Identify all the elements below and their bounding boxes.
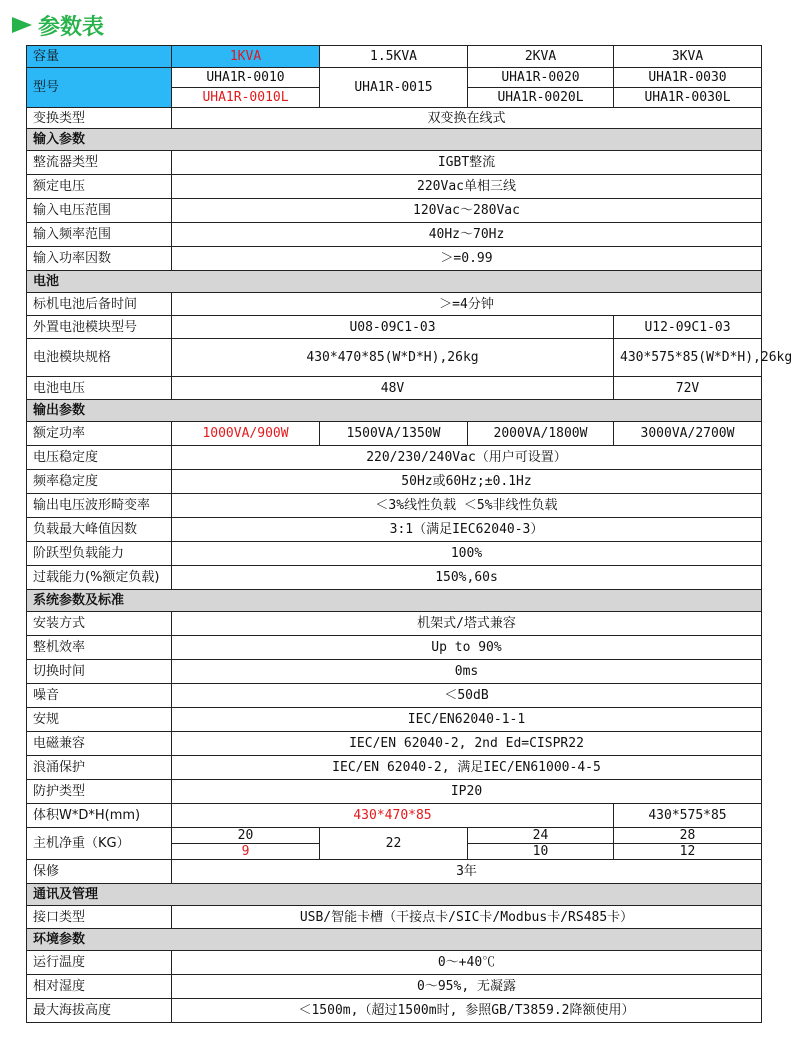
table-row bbox=[27, 446, 762, 470]
table-row bbox=[27, 999, 762, 1023]
row-label: 输出电压波形畸变率 bbox=[27, 494, 172, 518]
table-cell: ＜1500m,（超过1500m时, 参照GB/T3859.2降额使用） bbox=[172, 999, 762, 1023]
table-cell: 3000VA/2700W bbox=[614, 422, 762, 446]
table-cell: UHA1R-0010 bbox=[172, 68, 320, 88]
row-label: 安装方式 bbox=[27, 612, 172, 636]
table-cell: 12 bbox=[614, 844, 762, 860]
table-cell: 430*575*85(W*D*H),26kg bbox=[614, 339, 762, 377]
table-cell: U12-09C1-03 bbox=[614, 316, 762, 339]
section-title: 输出参数 bbox=[27, 400, 762, 422]
table-cell: ＞=4分钟 bbox=[172, 293, 762, 316]
table-cell: 430*470*85(W*D*H),26kg bbox=[172, 339, 614, 377]
row-label: 输入功率因数 bbox=[27, 247, 172, 271]
table-cell: UHA1R-0010L bbox=[172, 88, 320, 108]
table-row bbox=[27, 422, 762, 446]
table-cell: 双变换在线式 bbox=[172, 108, 762, 129]
row-label: 阶跃型负载能力 bbox=[27, 542, 172, 566]
table-cell: IP20 bbox=[172, 780, 762, 804]
table-cell: IEC/EN 62040-2, 满足IEC/EN61000-4-5 bbox=[172, 756, 762, 780]
section-title: 通讯及管理 bbox=[27, 884, 762, 906]
table-cell: UHA1R-0030L bbox=[614, 88, 762, 108]
row-label: 相对湿度 bbox=[27, 975, 172, 999]
row-label: 型号 bbox=[27, 68, 172, 108]
table-row bbox=[27, 175, 762, 199]
table-cell: 10 bbox=[468, 844, 614, 860]
row-label: 体积W*D*H(mm) bbox=[27, 804, 172, 828]
table-row bbox=[27, 636, 762, 660]
table-cell: UHA1R-0020 bbox=[468, 68, 614, 88]
table-cell: UHA1R-0030 bbox=[614, 68, 762, 88]
table-cell: 3KVA bbox=[614, 46, 762, 68]
table-row bbox=[27, 684, 762, 708]
table-cell: 3年 bbox=[172, 860, 762, 884]
row-label: 整机效率 bbox=[27, 636, 172, 660]
table-cell: UHA1R-0015 bbox=[320, 68, 468, 108]
row-label: 主机净重（KG） bbox=[27, 828, 172, 860]
table-cell: IEC/EN 62040-2, 2nd Ed=CISPR22 bbox=[172, 732, 762, 756]
table-row bbox=[27, 247, 762, 271]
section-header bbox=[27, 129, 762, 151]
table-cell: U08-09C1-03 bbox=[172, 316, 614, 339]
row-label: 安规 bbox=[27, 708, 172, 732]
table-cell: 0～+40℃ bbox=[172, 951, 762, 975]
row-label: 电池电压 bbox=[27, 377, 172, 400]
table-row bbox=[27, 828, 762, 844]
table-cell: 100% bbox=[172, 542, 762, 566]
section-title: 系统参数及标准 bbox=[27, 590, 762, 612]
row-label: 电池模块规格 bbox=[27, 339, 172, 377]
table-cell: 72V bbox=[614, 377, 762, 400]
row-label: 标机电池后备时间 bbox=[27, 293, 172, 316]
table-cell: 3:1（满足IEC62040-3） bbox=[172, 518, 762, 542]
table-row bbox=[27, 68, 762, 88]
table-row bbox=[27, 518, 762, 542]
section-header bbox=[27, 884, 762, 906]
table-row bbox=[27, 660, 762, 684]
table-row bbox=[27, 612, 762, 636]
table-row bbox=[27, 860, 762, 884]
row-label: 保修 bbox=[27, 860, 172, 884]
table-cell: Up to 90% bbox=[172, 636, 762, 660]
table-row bbox=[27, 293, 762, 316]
row-label: 浪涌保护 bbox=[27, 756, 172, 780]
row-label: 负载最大峰值因数 bbox=[27, 518, 172, 542]
section-title: 输入参数 bbox=[27, 129, 762, 151]
table-row bbox=[27, 708, 762, 732]
row-label: 整流器类型 bbox=[27, 151, 172, 175]
table-cell: ＜50dB bbox=[172, 684, 762, 708]
table-row bbox=[27, 46, 762, 68]
table-row bbox=[27, 804, 762, 828]
table-cell: USB/智能卡槽（干接点卡/SIC卡/Modbus卡/RS485卡） bbox=[172, 906, 762, 929]
row-label: 切换时间 bbox=[27, 660, 172, 684]
row-label: 频率稳定度 bbox=[27, 470, 172, 494]
table-cell: ＞=0.99 bbox=[172, 247, 762, 271]
table-row bbox=[27, 108, 762, 129]
table-cell: ＜3%线性负载 ＜5%非线性负载 bbox=[172, 494, 762, 518]
section-header bbox=[27, 400, 762, 422]
row-label: 变换类型 bbox=[27, 108, 172, 129]
table-cell: 1000VA/900W bbox=[172, 422, 320, 446]
table-row bbox=[27, 151, 762, 175]
row-label: 最大海拔高度 bbox=[27, 999, 172, 1023]
row-label: 噪音 bbox=[27, 684, 172, 708]
row-label: 额定电压 bbox=[27, 175, 172, 199]
table-cell: 430*470*85 bbox=[172, 804, 614, 828]
table-cell: 48V bbox=[172, 377, 614, 400]
table-row bbox=[27, 906, 762, 929]
table-cell: 20 bbox=[172, 828, 320, 844]
table-cell: IEC/EN62040-1-1 bbox=[172, 708, 762, 732]
section-header bbox=[27, 929, 762, 951]
section-title: 环境参数 bbox=[27, 929, 762, 951]
row-label: 运行温度 bbox=[27, 951, 172, 975]
row-label: 过载能力(%额定负载) bbox=[27, 566, 172, 590]
row-label: 电磁兼容 bbox=[27, 732, 172, 756]
table-row bbox=[27, 975, 762, 999]
table-cell: 120Vac～280Vac bbox=[172, 199, 762, 223]
table-row bbox=[27, 780, 762, 804]
table-cell: 28 bbox=[614, 828, 762, 844]
section-title: 电池 bbox=[27, 271, 762, 293]
table-row bbox=[27, 339, 762, 377]
table-cell: 0～95%, 无凝露 bbox=[172, 975, 762, 999]
section-header bbox=[27, 590, 762, 612]
row-label: 输入电压范围 bbox=[27, 199, 172, 223]
table-cell: 1KVA bbox=[172, 46, 320, 68]
row-label: 额定功率 bbox=[27, 422, 172, 446]
table-cell: 24 bbox=[468, 828, 614, 844]
table-cell: 150%,60s bbox=[172, 566, 762, 590]
table-cell: 机架式/塔式兼容 bbox=[172, 612, 762, 636]
table-row bbox=[27, 223, 762, 247]
spec-table bbox=[26, 45, 792, 1023]
table-row bbox=[27, 470, 762, 494]
row-label: 外置电池模块型号 bbox=[27, 316, 172, 339]
table-row bbox=[27, 951, 762, 975]
table-row bbox=[27, 199, 762, 223]
table-row bbox=[27, 494, 762, 518]
table-cell: 2000VA/1800W bbox=[468, 422, 614, 446]
section-header bbox=[27, 271, 762, 293]
table-cell: UHA1R-0020L bbox=[468, 88, 614, 108]
table-row bbox=[27, 566, 762, 590]
row-label: 电压稳定度 bbox=[27, 446, 172, 470]
table-cell: 9 bbox=[172, 844, 320, 860]
page-title-text: 参数表 bbox=[38, 14, 105, 40]
table-cell: 40Hz～70Hz bbox=[172, 223, 762, 247]
row-label: 输入频率范围 bbox=[27, 223, 172, 247]
row-label: 容量 bbox=[27, 46, 172, 68]
row-label: 接口类型 bbox=[27, 906, 172, 929]
table-row bbox=[27, 756, 762, 780]
table-row bbox=[27, 377, 762, 400]
table-cell: IGBT整流 bbox=[172, 151, 762, 175]
table-row bbox=[27, 542, 762, 566]
table-cell: 220/230/240Vac（用户可设置） bbox=[172, 446, 762, 470]
page-title bbox=[12, 8, 104, 42]
row-label: 防护类型 bbox=[27, 780, 172, 804]
table-cell: 2KVA bbox=[468, 46, 614, 68]
table-cell: 220Vac单相三线 bbox=[172, 175, 762, 199]
table-cell: 50Hz或60Hz;±0.1Hz bbox=[172, 470, 762, 494]
table-cell: 22 bbox=[320, 828, 468, 860]
table-cell: 0ms bbox=[172, 660, 762, 684]
table-cell: 1500VA/1350W bbox=[320, 422, 468, 446]
arrow-right-icon bbox=[12, 17, 32, 33]
table-cell: 430*575*85 bbox=[614, 804, 762, 828]
table-row bbox=[27, 316, 762, 339]
table-row bbox=[27, 732, 762, 756]
table-cell: 1.5KVA bbox=[320, 46, 468, 68]
